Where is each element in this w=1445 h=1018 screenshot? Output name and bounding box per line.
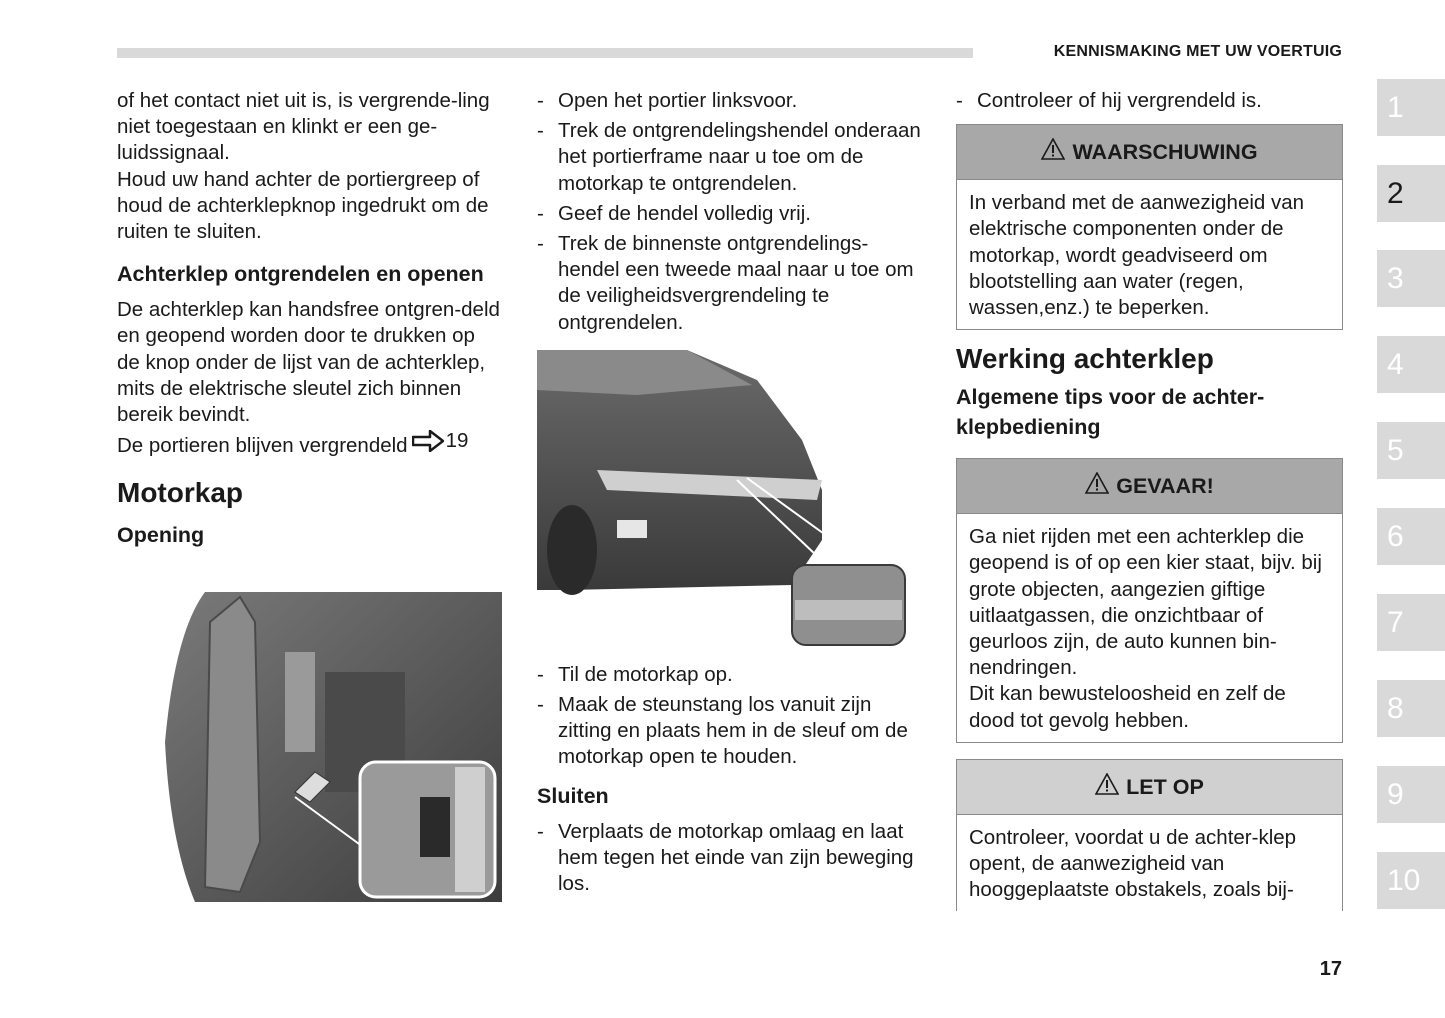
chapter-tab-6[interactable]: 6 [1377, 508, 1445, 565]
section-header-title: KENNISMAKING MET UW VOERTUIG [1053, 43, 1342, 60]
list-item: - Til de motorkap op. [537, 662, 927, 688]
heading-sluiten: Sluiten [537, 783, 609, 808]
steps-list-open [537, 88, 927, 336]
warning-box-header: WAARSCHUWING [957, 125, 1342, 180]
list-item: - Maak de steunstang los vanuit zijn zitting en plaats hem in de sleuf om de motorkap open te houden. [537, 692, 927, 771]
warning-triangle-icon [1085, 472, 1109, 500]
paragraph: De achterklep kan handsfree ontgren-deld en geopend worden door te drukken op de knop onder de lijst van de achterklep, mits de elektrische sleutel zich binnen bereik bevindt. [117, 298, 500, 427]
list-item: - Verplaats de motorkap omlaag en laat hem tegen het einde van zijn beweging los. [537, 819, 927, 898]
heading-tailgate-unlock: Achterklep ontgrendelen en openen [117, 262, 484, 287]
heading-motorkap: Motorkap [117, 476, 243, 508]
caution-box-body: Controleer, voordat u de achter-klep opent, de aanwezigheid van hooggeplaatste obstakels, zoals bij- [969, 825, 1297, 902]
steps-list-close [537, 819, 927, 898]
danger-box-body: Ga niet rijden met een achterklep die geopend is of op een kier staat, bijv. bij grote objecten, aangezien giftige uitlaatgassen, die onzichtbaar of geurloos zijn, de auto kunnen bin-nendringen. Dit kan bewusteloosheid en zelf de dood tot gevolg hebben. [969, 525, 1322, 732]
figure-hood-release-lever [165, 592, 502, 902]
chapter-tab-2[interactable]: 2 [1377, 165, 1445, 222]
page-number: 17 [1319, 958, 1342, 980]
chapter-tab-9[interactable]: 9 [1377, 766, 1445, 823]
page-reference-link[interactable]: 19 [408, 428, 469, 454]
list-item: - Trek de binnenste ontgrendelings-hendel een tweede maal naar u toe om de veiligheidsvergrendeling te ontgrendelen. [537, 231, 927, 336]
arrow-reference-icon [412, 430, 444, 452]
chapter-tab-3[interactable]: 3 [1377, 250, 1445, 307]
figure-car-front [537, 350, 907, 646]
header-rule [117, 48, 973, 58]
door-interior-illustration [165, 592, 502, 902]
caution-box [956, 759, 1343, 912]
chapter-tab-10[interactable]: 10 [1377, 852, 1445, 909]
chapter-tab-4[interactable]: 4 [1377, 336, 1445, 393]
list-item: - Trek de ontgrendelingshendel onderaan het portierframe naar u toe om de motorkap te ontgrendelen. [537, 118, 927, 197]
column-middle [537, 88, 927, 901]
steps-list-check [956, 88, 1343, 114]
warning-triangle-icon [1041, 138, 1065, 166]
heading-tips: Algemene tips voor de achter-klepbediening [956, 385, 1265, 440]
danger-box-header: GEVAAR! [957, 459, 1342, 514]
warning-triangle-icon [1095, 773, 1119, 801]
chapter-tab-5[interactable]: 5 [1377, 422, 1445, 479]
warning-box-body: In verband met de aanwezigheid van elektrische componenten onder de motorkap, wordt geadviseerd om blootstelling aan water (regen, wassen,enz.) te beperken. [969, 191, 1305, 320]
column-left [117, 88, 502, 558]
chapter-tab-1[interactable]: 1 [1377, 79, 1445, 136]
car-front-illustration [537, 350, 907, 646]
column-right [956, 88, 1343, 911]
chapter-tab-7[interactable]: 7 [1377, 594, 1445, 651]
paragraph-with-reference: De portieren blijven vergrendeld 19 [117, 429, 469, 458]
danger-box [956, 458, 1343, 743]
list-item: - Controleer of hij vergrendeld is. [956, 88, 1343, 114]
paragraph: Houd uw hand achter de portiergreep of houd de achterklepknop ingedrukt om de ruiten te sluiten. [117, 167, 489, 244]
heading-opening: Opening [117, 522, 205, 547]
steps-list-lift [537, 662, 927, 771]
list-item: - Open het portier linksvoor. [537, 88, 927, 114]
chapter-tab-8[interactable]: 8 [1377, 680, 1445, 737]
heading-werking-achterklep: Werking achterklep [956, 343, 1214, 375]
paragraph: of het contact niet uit is, is vergrende-ling niet toegestaan en klinkt er een ge-luidssignaal. [117, 89, 490, 165]
warning-box [956, 124, 1343, 330]
list-item: - Geef de hendel volledig vrij. [537, 201, 927, 227]
caution-box-header: LET OP [957, 760, 1342, 815]
